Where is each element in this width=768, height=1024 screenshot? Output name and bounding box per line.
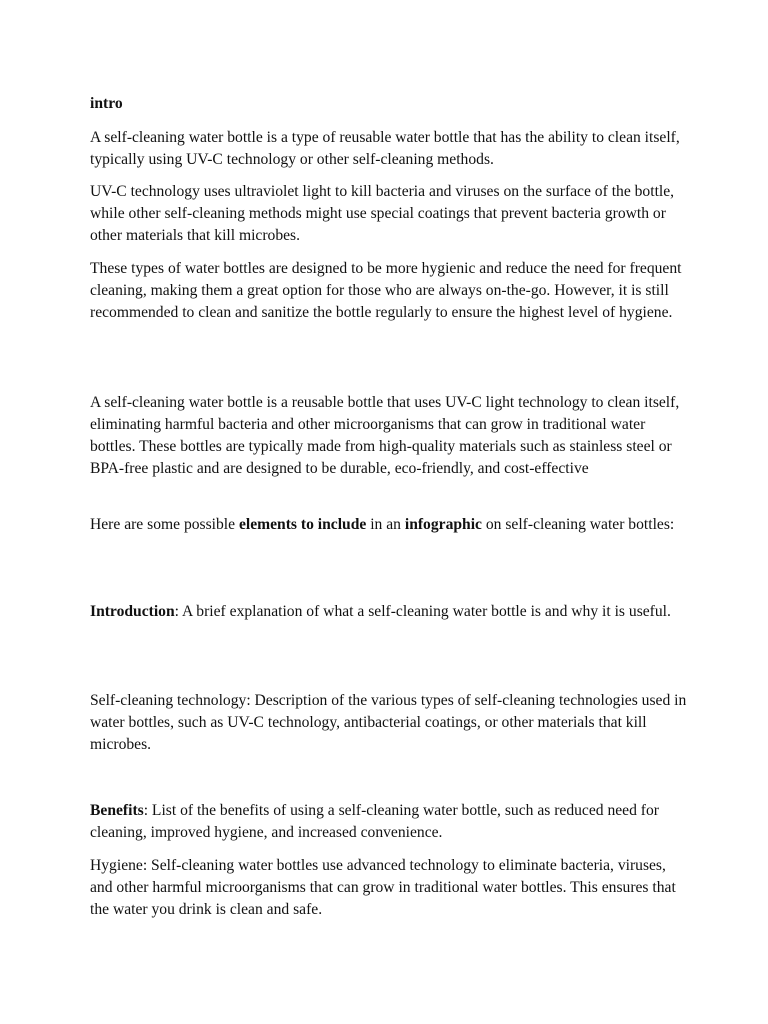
text-span: : A brief explanation of what a self-cleaning water bottle is and why it is useful. <box>174 603 671 620</box>
text-span: in an <box>366 516 405 533</box>
bold-text: Benefits <box>90 802 144 819</box>
paragraph-hygiene-purpose: These types of water bottles are designed to be more hygienic and reduce the need for frequent cleaning, making them a great option for those who are always on-the-go. However, it is still recommended to clean and sanitize the bottle regularly to ensure the highest level of hygiene. <box>90 260 682 321</box>
section-heading-intro <box>90 93 690 115</box>
text-span: on self-cleaning water bottles: <box>481 516 675 533</box>
bold-text: Introduction <box>90 603 175 620</box>
text-span: Here are some possible <box>90 516 239 533</box>
paragraph-introduction-item <box>90 601 690 623</box>
paragraph-benefits-item <box>90 800 690 844</box>
paragraph-infographic-elements <box>90 514 690 536</box>
bold-text: elements to include <box>238 516 367 533</box>
text-span: : List of the benefits of using a self-cleaning water bottle, such as reduced need for cleaning, improved hygiene, and increased convenience. <box>90 802 659 841</box>
bold-text: infographic <box>404 516 482 533</box>
paragraph-definition: A self-cleaning water bottle is a type of reusable water bottle that has the ability to clean itself, typically using UV-C technology or other self-cleaning methods. <box>90 129 680 168</box>
paragraph-technology-item: Self-cleaning technology: Description of the various types of self-cleaning technologies used in water bottles, such as UV-C technology, antibacterial coatings, or other materials that kill microbes. <box>90 692 687 753</box>
paragraph-uvc-technology: UV-C technology uses ultraviolet light to kill bacteria and viruses on the surface of the bottle, while other self-cleaning methods might use special coatings that prevent bacteria growth or other materials that kill microbes. <box>90 183 675 244</box>
heading-text: intro <box>90 95 123 112</box>
paragraph-hygiene-item: Hygiene: Self-cleaning water bottles use advanced technology to eliminate bacteria, viruses, and other harmful microorganisms that can grow in traditional water bottles. This ensures that the water you drink is clean and safe. <box>90 857 676 918</box>
paragraph-reusable-bottle: A self-cleaning water bottle is a reusable bottle that uses UV-C light technology to clean itself, eliminating harmful bacteria and other microorganisms that can grow in traditional water bottles. These bottles are typically made from high-quality materials such as stainless steel or BPA-free plastic and are designed to be durable, eco-friendly, and cost-effective <box>90 394 680 477</box>
